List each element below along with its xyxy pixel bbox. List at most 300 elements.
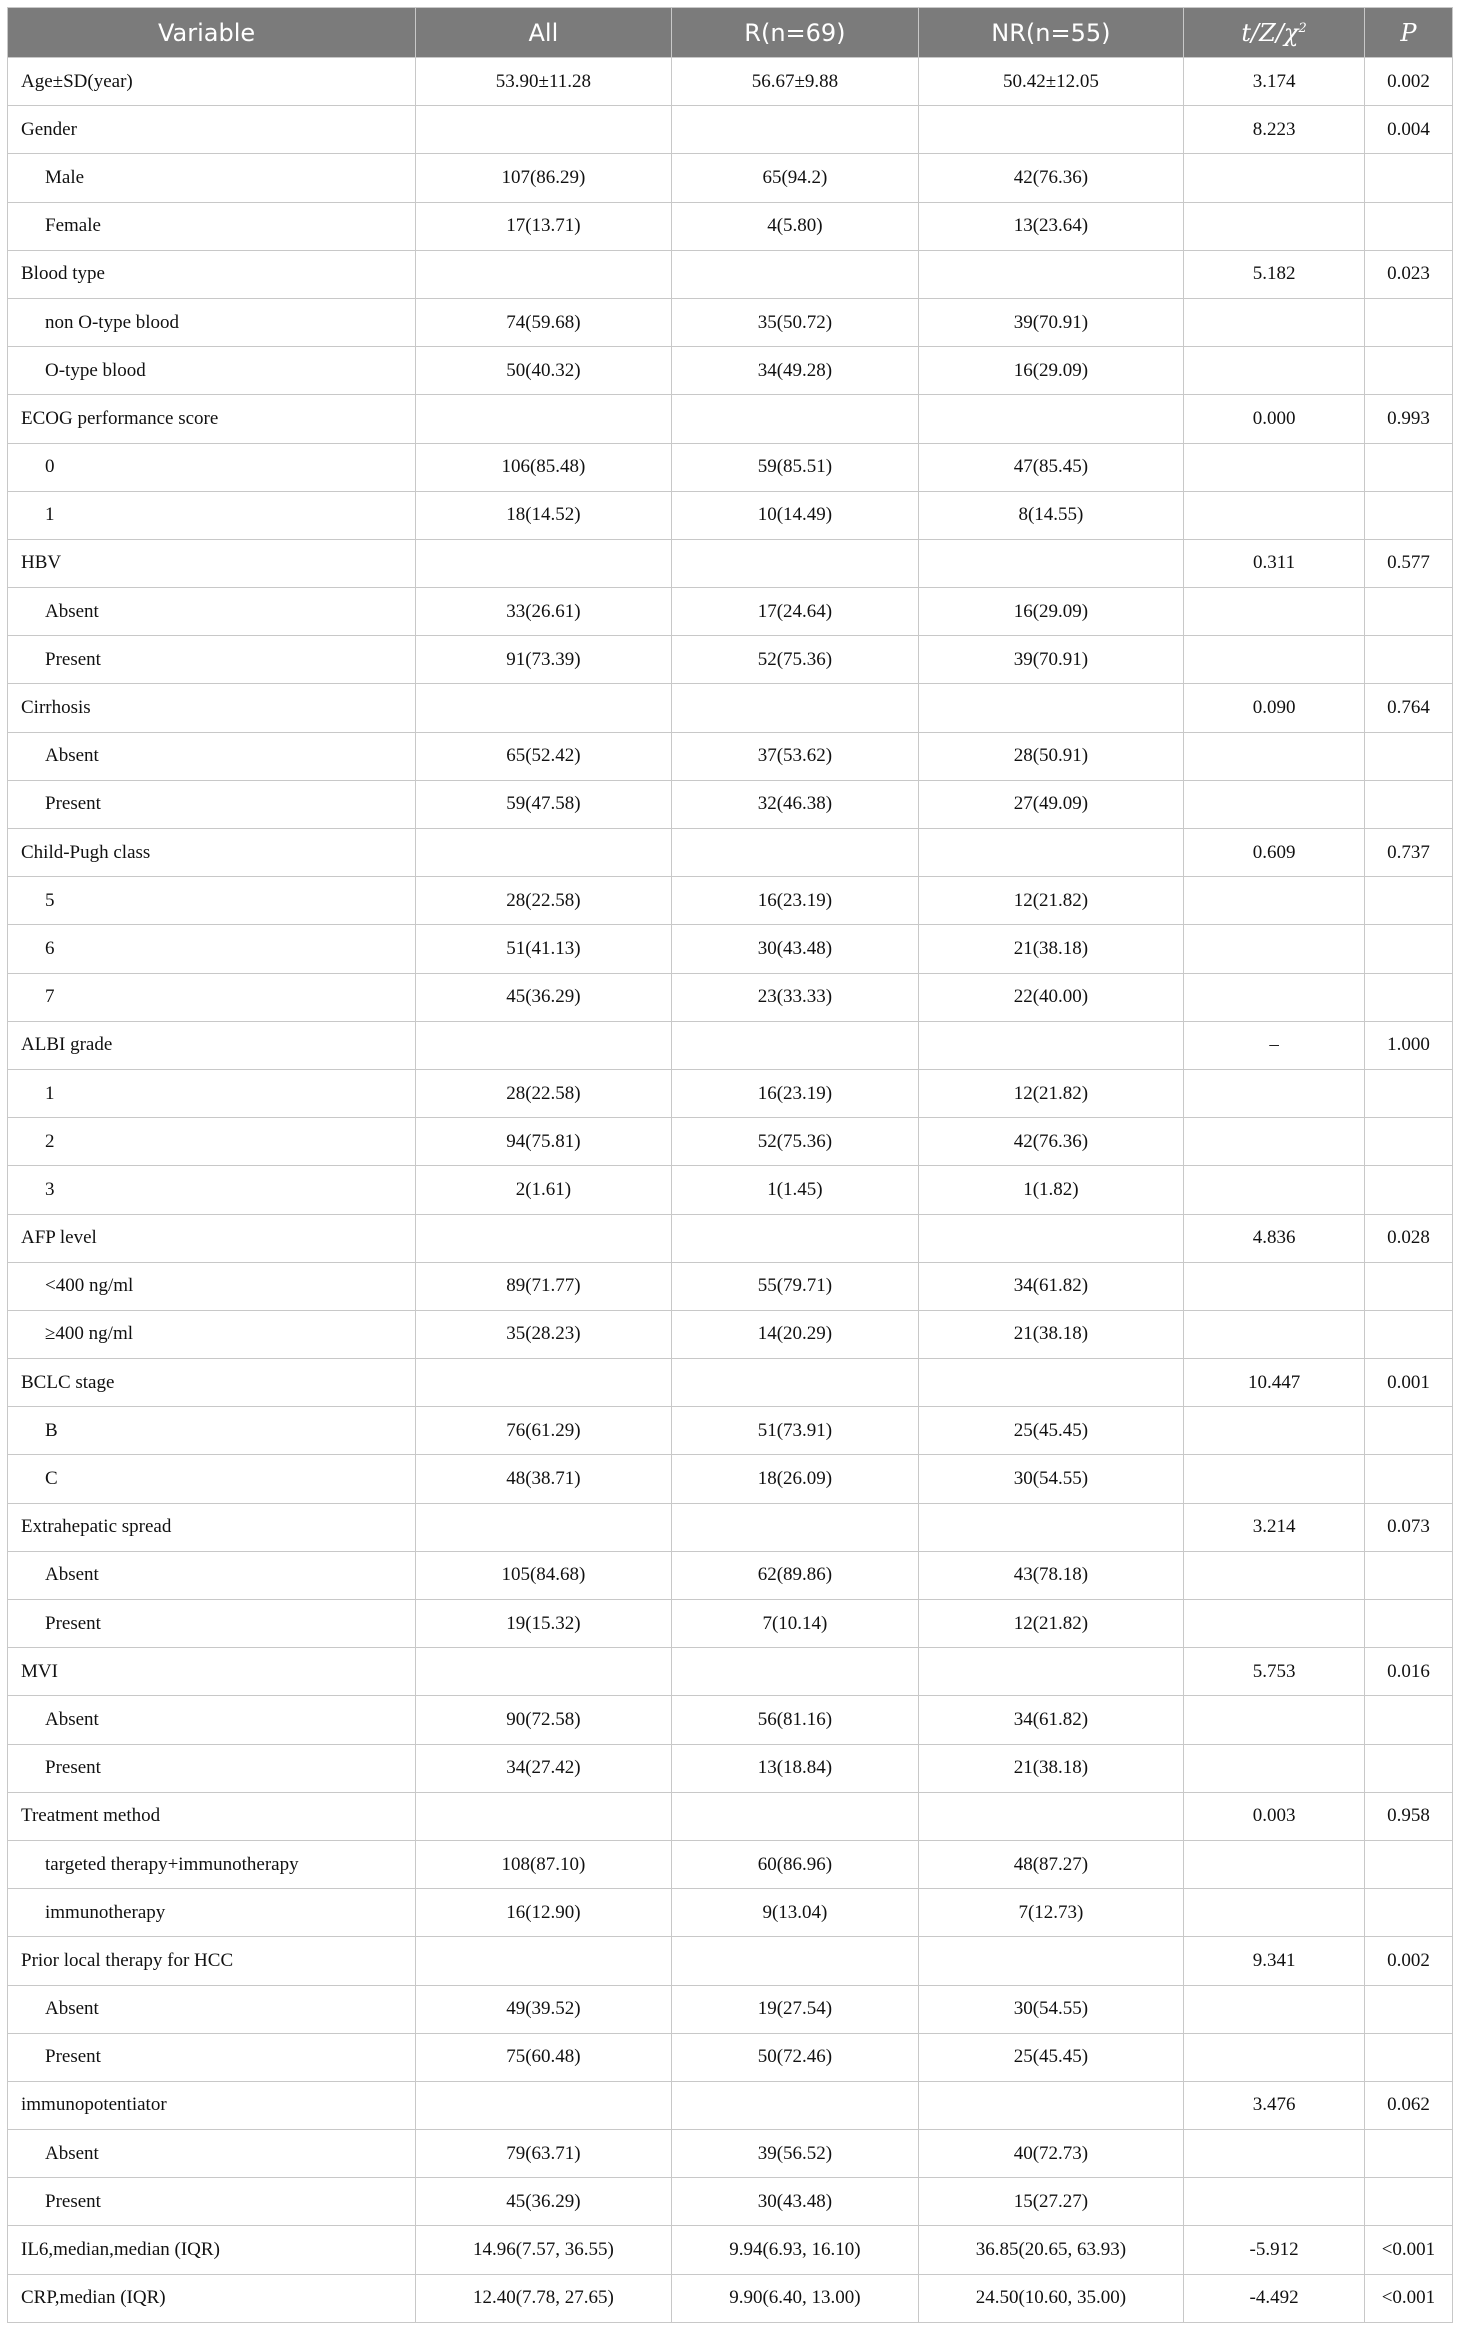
table-row [8, 2081, 1453, 2129]
row-variable-cell: HBV [8, 539, 416, 587]
row-statistic-cell: 5.753 [1184, 1648, 1365, 1696]
row-responders-cell [672, 1021, 918, 1069]
row-responders-cell: 34(49.28) [672, 347, 918, 395]
row-statistic-cell [1184, 780, 1365, 828]
row-non-responders-cell: 42(76.36) [918, 154, 1184, 202]
row-non-responders-cell: 27(49.09) [918, 780, 1184, 828]
row-variable-cell: IL6,median,median (IQR) [8, 2226, 416, 2274]
row-variable-cell: 0 [8, 443, 416, 491]
row-all-cell: 53.90±11.28 [415, 58, 672, 106]
row-responders-cell [672, 539, 918, 587]
row-p-value-cell: 0.764 [1364, 684, 1452, 732]
row-all-cell: 45(36.29) [415, 973, 672, 1021]
row-responders-cell: 10(14.49) [672, 491, 918, 539]
row-p-value-cell [1364, 2033, 1452, 2081]
row-variable-cell: CRP,median (IQR) [8, 2274, 416, 2322]
row-variable-cell: 6 [8, 925, 416, 973]
header-test-statistic-text: t/Z/χ [1241, 18, 1299, 47]
row-non-responders-cell [918, 1359, 1184, 1407]
table-row [8, 1792, 1453, 1840]
row-non-responders-cell: 30(54.55) [918, 1455, 1184, 1503]
row-p-value-cell [1364, 1069, 1452, 1117]
table-row [8, 347, 1453, 395]
row-p-value-cell [1364, 877, 1452, 925]
row-non-responders-cell [918, 1021, 1184, 1069]
row-all-cell [415, 1359, 672, 1407]
row-p-value-cell [1364, 298, 1452, 346]
table-row [8, 395, 1453, 443]
table-body [8, 58, 1453, 2323]
row-all-cell: 18(14.52) [415, 491, 672, 539]
row-non-responders-cell: 40(72.73) [918, 2130, 1184, 2178]
row-statistic-cell [1184, 973, 1365, 1021]
row-responders-cell [672, 1792, 918, 1840]
row-variable-cell: 1 [8, 491, 416, 539]
row-non-responders-cell: 39(70.91) [918, 298, 1184, 346]
table-row [8, 829, 1453, 877]
row-statistic-cell [1184, 154, 1365, 202]
row-non-responders-cell: 1(1.82) [918, 1166, 1184, 1214]
row-non-responders-cell [918, 684, 1184, 732]
row-p-value-cell: <0.001 [1364, 2226, 1452, 2274]
row-responders-cell [672, 395, 918, 443]
row-variable-cell: ECOG performance score [8, 395, 416, 443]
row-responders-cell [672, 1648, 918, 1696]
table-row [8, 877, 1453, 925]
row-responders-cell: 59(85.51) [672, 443, 918, 491]
row-non-responders-cell [918, 1648, 1184, 1696]
row-responders-cell: 62(89.86) [672, 1551, 918, 1599]
row-p-value-cell [1364, 732, 1452, 780]
row-all-cell: 89(71.77) [415, 1262, 672, 1310]
row-statistic-cell [1184, 443, 1365, 491]
row-non-responders-cell: 8(14.55) [918, 491, 1184, 539]
row-variable-cell: Child-Pugh class [8, 829, 416, 877]
row-all-cell [415, 250, 672, 298]
row-variable-cell: C [8, 1455, 416, 1503]
row-responders-cell: 50(72.46) [672, 2033, 918, 2081]
row-all-cell: 74(59.68) [415, 298, 672, 346]
row-p-value-cell [1364, 1889, 1452, 1937]
row-responders-cell: 32(46.38) [672, 780, 918, 828]
row-responders-cell [672, 2081, 918, 2129]
row-all-cell: 48(38.71) [415, 1455, 672, 1503]
row-statistic-cell: 3.476 [1184, 2081, 1365, 2129]
row-p-value-cell [1364, 1696, 1452, 1744]
row-all-cell: 51(41.13) [415, 925, 672, 973]
row-all-cell: 45(36.29) [415, 2178, 672, 2226]
row-all-cell: 108(87.10) [415, 1840, 672, 1888]
row-statistic-cell [1184, 1118, 1365, 1166]
row-responders-cell: 60(86.96) [672, 1840, 918, 1888]
row-p-value-cell [1364, 443, 1452, 491]
row-all-cell: 50(40.32) [415, 347, 672, 395]
row-statistic-cell: – [1184, 1021, 1365, 1069]
row-statistic-cell: 10.447 [1184, 1359, 1365, 1407]
row-statistic-cell [1184, 1262, 1365, 1310]
row-responders-cell: 16(23.19) [672, 1069, 918, 1117]
row-all-cell: 90(72.58) [415, 1696, 672, 1744]
row-statistic-cell [1184, 1985, 1365, 2033]
row-responders-cell: 35(50.72) [672, 298, 918, 346]
row-responders-cell: 56(81.16) [672, 1696, 918, 1744]
row-non-responders-cell: 47(85.45) [918, 443, 1184, 491]
header-test-statistic-superscript: 2 [1298, 20, 1307, 36]
row-statistic-cell [1184, 1069, 1365, 1117]
row-variable-cell: Absent [8, 588, 416, 636]
row-responders-cell: 51(73.91) [672, 1407, 918, 1455]
row-p-value-cell [1364, 2178, 1452, 2226]
row-variable-cell: Blood type [8, 250, 416, 298]
table-row [8, 2033, 1453, 2081]
row-variable-cell: Present [8, 636, 416, 684]
row-non-responders-cell: 39(70.91) [918, 636, 1184, 684]
row-variable-cell: immunotherapy [8, 1889, 416, 1937]
row-statistic-cell: 5.182 [1184, 250, 1365, 298]
row-all-cell [415, 106, 672, 154]
table-row [8, 1166, 1453, 1214]
row-responders-cell: 56.67±9.88 [672, 58, 918, 106]
row-statistic-cell [1184, 925, 1365, 973]
table-row [8, 1600, 1453, 1648]
table-row [8, 1118, 1453, 1166]
row-p-value-cell: 0.016 [1364, 1648, 1452, 1696]
row-responders-cell [672, 1214, 918, 1262]
row-responders-cell: 9.94(6.93, 16.10) [672, 2226, 918, 2274]
row-all-cell [415, 1648, 672, 1696]
row-all-cell [415, 1503, 672, 1551]
row-p-value-cell: 0.993 [1364, 395, 1452, 443]
row-statistic-cell [1184, 877, 1365, 925]
table-row [8, 443, 1453, 491]
row-responders-cell: 23(33.33) [672, 973, 918, 1021]
row-non-responders-cell: 12(21.82) [918, 877, 1184, 925]
row-statistic-cell [1184, 588, 1365, 636]
row-p-value-cell: 0.737 [1364, 829, 1452, 877]
row-variable-cell: ≥400 ng/ml [8, 1310, 416, 1358]
row-p-value-cell [1364, 2130, 1452, 2178]
row-all-cell: 105(84.68) [415, 1551, 672, 1599]
row-variable-cell: Age±SD(year) [8, 58, 416, 106]
row-all-cell [415, 1937, 672, 1985]
row-statistic-cell [1184, 2033, 1365, 2081]
table-row [8, 636, 1453, 684]
row-all-cell: 2(1.61) [415, 1166, 672, 1214]
row-statistic-cell: 0.003 [1184, 1792, 1365, 1840]
table-row [8, 588, 1453, 636]
row-statistic-cell: 3.214 [1184, 1503, 1365, 1551]
row-variable-cell: Present [8, 780, 416, 828]
row-variable-cell: Absent [8, 1696, 416, 1744]
table-row [8, 1744, 1453, 1792]
row-variable-cell: Present [8, 1744, 416, 1792]
row-p-value-cell [1364, 154, 1452, 202]
row-p-value-cell: 0.577 [1364, 539, 1452, 587]
row-variable-cell: Gender [8, 106, 416, 154]
row-non-responders-cell: 28(50.91) [918, 732, 1184, 780]
row-p-value-cell: 0.958 [1364, 1792, 1452, 1840]
row-all-cell: 17(13.71) [415, 202, 672, 250]
row-statistic-cell: 8.223 [1184, 106, 1365, 154]
table-row [8, 973, 1453, 1021]
row-all-cell: 49(39.52) [415, 1985, 672, 2033]
row-variable-cell: Present [8, 2033, 416, 2081]
row-statistic-cell [1184, 1696, 1365, 1744]
table-row [8, 1551, 1453, 1599]
row-statistic-cell [1184, 1551, 1365, 1599]
row-all-cell [415, 1214, 672, 1262]
table-row [8, 298, 1453, 346]
row-all-cell: 35(28.23) [415, 1310, 672, 1358]
table-row [8, 1696, 1453, 1744]
row-all-cell: 12.40(7.78, 27.65) [415, 2274, 672, 2322]
table-row [8, 1455, 1453, 1503]
row-non-responders-cell [918, 1792, 1184, 1840]
row-responders-cell: 37(53.62) [672, 732, 918, 780]
row-responders-cell: 30(43.48) [672, 925, 918, 973]
row-responders-cell [672, 1503, 918, 1551]
row-variable-cell: AFP level [8, 1214, 416, 1262]
row-statistic-cell [1184, 732, 1365, 780]
row-responders-cell [672, 106, 918, 154]
row-non-responders-cell: 16(29.09) [918, 588, 1184, 636]
table-row [8, 491, 1453, 539]
row-non-responders-cell: 21(38.18) [918, 1310, 1184, 1358]
row-variable-cell: non O-type blood [8, 298, 416, 346]
row-p-value-cell [1364, 925, 1452, 973]
row-variable-cell: <400 ng/ml [8, 1262, 416, 1310]
table-row [8, 250, 1453, 298]
row-all-cell [415, 684, 672, 732]
row-all-cell: 76(61.29) [415, 1407, 672, 1455]
row-variable-cell: Male [8, 154, 416, 202]
row-p-value-cell: 0.023 [1364, 250, 1452, 298]
row-variable-cell: 2 [8, 1118, 416, 1166]
row-responders-cell: 7(10.14) [672, 1600, 918, 1648]
header-responders: R(n=69) [672, 8, 918, 58]
table-row [8, 1648, 1453, 1696]
row-non-responders-cell: 16(29.09) [918, 347, 1184, 395]
row-responders-cell [672, 1359, 918, 1407]
row-statistic-cell [1184, 202, 1365, 250]
row-p-value-cell [1364, 1744, 1452, 1792]
row-p-value-cell: <0.001 [1364, 2274, 1452, 2322]
row-all-cell: 16(12.90) [415, 1889, 672, 1937]
row-statistic-cell [1184, 1455, 1365, 1503]
row-responders-cell: 18(26.09) [672, 1455, 918, 1503]
row-statistic-cell: 9.341 [1184, 1937, 1365, 1985]
row-variable-cell: 3 [8, 1166, 416, 1214]
row-all-cell: 28(22.58) [415, 1069, 672, 1117]
row-p-value-cell [1364, 1551, 1452, 1599]
row-p-value-cell [1364, 780, 1452, 828]
row-statistic-cell [1184, 1889, 1365, 1937]
row-p-value-cell [1364, 1985, 1452, 2033]
row-non-responders-cell: 25(45.45) [918, 2033, 1184, 2081]
table-row [8, 1889, 1453, 1937]
row-p-value-cell [1364, 588, 1452, 636]
row-variable-cell: Present [8, 1600, 416, 1648]
row-all-cell: 106(85.48) [415, 443, 672, 491]
row-p-value-cell [1364, 1407, 1452, 1455]
row-variable-cell: Treatment method [8, 1792, 416, 1840]
row-variable-cell: ALBI grade [8, 1021, 416, 1069]
row-responders-cell: 52(75.36) [672, 1118, 918, 1166]
table-row [8, 154, 1453, 202]
table-row [8, 2274, 1453, 2322]
header-variable: Variable [8, 8, 416, 58]
row-responders-cell: 19(27.54) [672, 1985, 918, 2033]
row-all-cell: 33(26.61) [415, 588, 672, 636]
table-header [8, 8, 1453, 58]
row-non-responders-cell: 50.42±12.05 [918, 58, 1184, 106]
row-statistic-cell: -4.492 [1184, 2274, 1365, 2322]
row-p-value-cell [1364, 491, 1452, 539]
row-all-cell: 59(47.58) [415, 780, 672, 828]
table-row [8, 539, 1453, 587]
row-p-value-cell [1364, 1118, 1452, 1166]
row-statistic-cell [1184, 2178, 1365, 2226]
row-statistic-cell [1184, 636, 1365, 684]
row-all-cell: 14.96(7.57, 36.55) [415, 2226, 672, 2274]
row-variable-cell: Female [8, 202, 416, 250]
row-variable-cell: targeted therapy+immunotherapy [8, 1840, 416, 1888]
row-statistic-cell [1184, 1600, 1365, 1648]
row-statistic-cell [1184, 1407, 1365, 1455]
row-non-responders-cell: 22(40.00) [918, 973, 1184, 1021]
row-variable-cell: 7 [8, 973, 416, 1021]
row-non-responders-cell: 13(23.64) [918, 202, 1184, 250]
row-non-responders-cell: 12(21.82) [918, 1600, 1184, 1648]
row-p-value-cell [1364, 973, 1452, 1021]
row-statistic-cell [1184, 1166, 1365, 1214]
table-row [8, 2130, 1453, 2178]
row-responders-cell: 52(75.36) [672, 636, 918, 684]
row-statistic-cell: 0.609 [1184, 829, 1365, 877]
row-p-value-cell: 0.001 [1364, 1359, 1452, 1407]
row-responders-cell: 30(43.48) [672, 2178, 918, 2226]
row-responders-cell: 4(5.80) [672, 202, 918, 250]
table-row [8, 780, 1453, 828]
row-non-responders-cell: 21(38.18) [918, 1744, 1184, 1792]
row-variable-cell: Prior local therapy for HCC [8, 1937, 416, 1985]
row-non-responders-cell [918, 1214, 1184, 1262]
row-variable-cell: Cirrhosis [8, 684, 416, 732]
row-statistic-cell [1184, 1744, 1365, 1792]
row-p-value-cell: 0.028 [1364, 1214, 1452, 1262]
row-variable-cell: B [8, 1407, 416, 1455]
row-variable-cell: O-type blood [8, 347, 416, 395]
row-p-value-cell [1364, 1262, 1452, 1310]
row-variable-cell: Absent [8, 2130, 416, 2178]
row-p-value-cell [1364, 1166, 1452, 1214]
row-all-cell [415, 395, 672, 443]
row-non-responders-cell: 34(61.82) [918, 1262, 1184, 1310]
row-variable-cell: MVI [8, 1648, 416, 1696]
header-p-value: P [1364, 8, 1452, 58]
row-variable-cell: immunopotentiator [8, 2081, 416, 2129]
row-non-responders-cell [918, 250, 1184, 298]
row-statistic-cell: 3.174 [1184, 58, 1365, 106]
header-non-responders: NR(n=55) [918, 8, 1184, 58]
table-row [8, 1937, 1453, 1985]
row-non-responders-cell [918, 539, 1184, 587]
row-all-cell: 19(15.32) [415, 1600, 672, 1648]
row-statistic-cell: 0.000 [1184, 395, 1365, 443]
row-all-cell: 65(52.42) [415, 732, 672, 780]
row-statistic-cell: -5.912 [1184, 2226, 1365, 2274]
row-variable-cell: Present [8, 2178, 416, 2226]
row-variable-cell: BCLC stage [8, 1359, 416, 1407]
row-p-value-cell: 1.000 [1364, 1021, 1452, 1069]
row-all-cell: 94(75.81) [415, 1118, 672, 1166]
table-row [8, 1407, 1453, 1455]
row-all-cell: 34(27.42) [415, 1744, 672, 1792]
row-statistic-cell [1184, 1310, 1365, 1358]
row-responders-cell [672, 829, 918, 877]
row-p-value-cell: 0.002 [1364, 1937, 1452, 1985]
row-p-value-cell: 0.002 [1364, 58, 1452, 106]
row-responders-cell: 17(24.64) [672, 588, 918, 636]
table-row [8, 1503, 1453, 1551]
row-non-responders-cell [918, 2081, 1184, 2129]
row-all-cell: 28(22.58) [415, 877, 672, 925]
row-responders-cell: 39(56.52) [672, 2130, 918, 2178]
row-all-cell: 75(60.48) [415, 2033, 672, 2081]
header-row [8, 8, 1453, 58]
row-non-responders-cell: 43(78.18) [918, 1551, 1184, 1599]
table-row [8, 1262, 1453, 1310]
table-row [8, 732, 1453, 780]
row-non-responders-cell [918, 395, 1184, 443]
row-responders-cell: 14(20.29) [672, 1310, 918, 1358]
row-responders-cell: 9.90(6.40, 13.00) [672, 2274, 918, 2322]
row-non-responders-cell [918, 829, 1184, 877]
row-statistic-cell [1184, 2130, 1365, 2178]
row-responders-cell: 9(13.04) [672, 1889, 918, 1937]
row-non-responders-cell: 25(45.45) [918, 1407, 1184, 1455]
row-statistic-cell: 0.311 [1184, 539, 1365, 587]
table-row [8, 1359, 1453, 1407]
row-non-responders-cell: 7(12.73) [918, 1889, 1184, 1937]
row-statistic-cell [1184, 347, 1365, 395]
row-responders-cell [672, 1937, 918, 1985]
table-row [8, 1069, 1453, 1117]
row-non-responders-cell: 12(21.82) [918, 1069, 1184, 1117]
row-statistic-cell [1184, 491, 1365, 539]
row-variable-cell: Absent [8, 732, 416, 780]
row-all-cell [415, 1021, 672, 1069]
row-responders-cell [672, 684, 918, 732]
table-row [8, 1310, 1453, 1358]
table-row [8, 684, 1453, 732]
table-row [8, 1840, 1453, 1888]
row-p-value-cell [1364, 1600, 1452, 1648]
row-variable-cell: 1 [8, 1069, 416, 1117]
row-non-responders-cell: 24.50(10.60, 35.00) [918, 2274, 1184, 2322]
row-non-responders-cell: 48(87.27) [918, 1840, 1184, 1888]
row-p-value-cell [1364, 202, 1452, 250]
row-responders-cell: 65(94.2) [672, 154, 918, 202]
row-all-cell: 91(73.39) [415, 636, 672, 684]
header-test-statistic [1184, 8, 1365, 58]
row-responders-cell: 55(79.71) [672, 1262, 918, 1310]
row-statistic-cell: 0.090 [1184, 684, 1365, 732]
data-table-container [7, 7, 1453, 2323]
row-p-value-cell [1364, 636, 1452, 684]
row-variable-cell: 5 [8, 877, 416, 925]
row-variable-cell: Extrahepatic spread [8, 1503, 416, 1551]
